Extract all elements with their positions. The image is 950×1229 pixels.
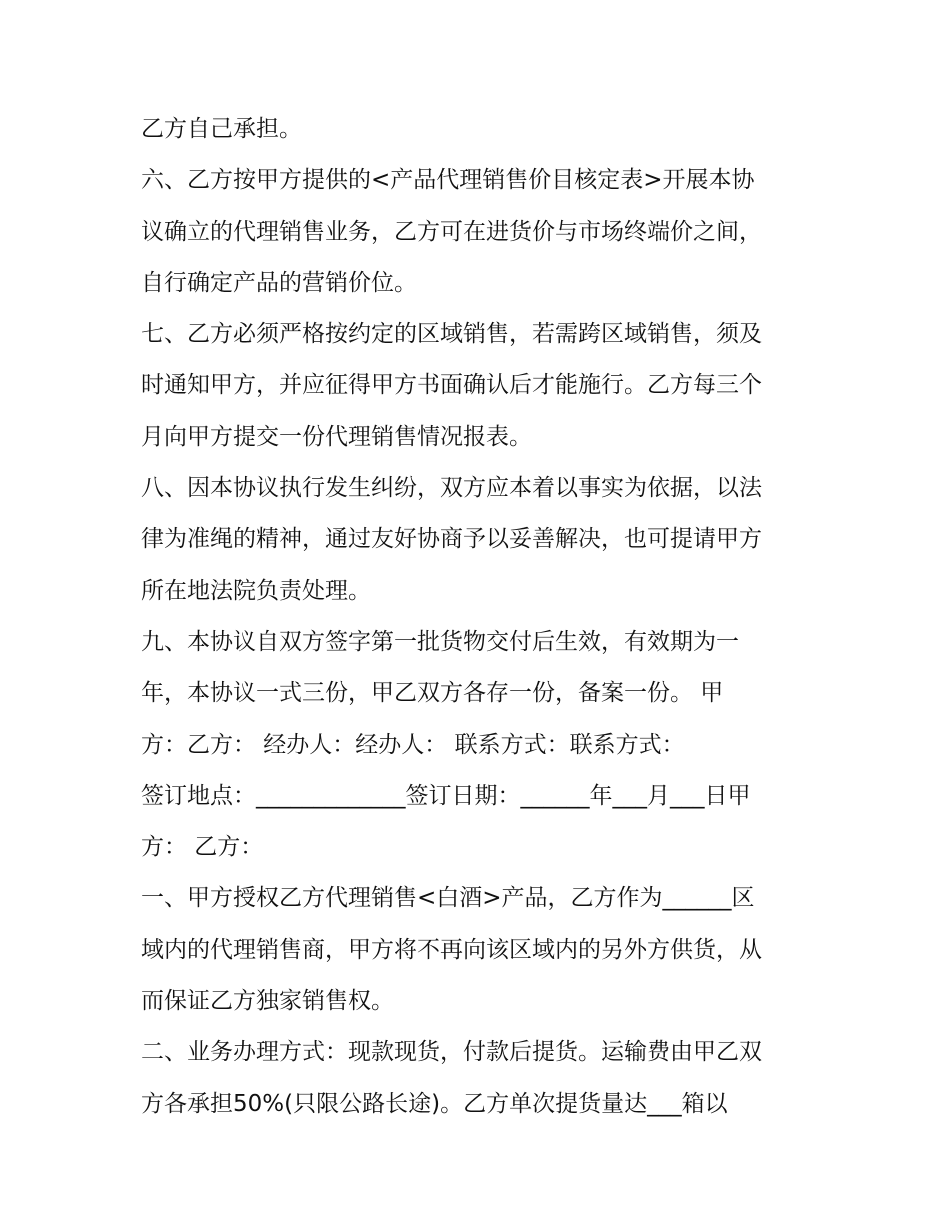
text-line: 自行确定产品的营销价位。 <box>141 269 417 296</box>
text-line: 议确立的代理销售业务，乙方可在进货价与市场终端价之间， <box>141 218 762 245</box>
text-line: 七、乙方必须严格按约定的区域销售，若需跨区域销售，须及 <box>141 321 762 348</box>
text-line: 月向甲方提交一份代理销售情况报表。 <box>141 423 532 450</box>
text-line: 律为准绳的精神，通过友好协商予以妥善解决，也可提请甲方 <box>141 526 762 553</box>
text-line: 二、业务办理方式：现款现货，付款后提货。运输费由甲乙双 <box>141 1039 762 1066</box>
text-line: 乙方自己承担。 <box>141 116 302 142</box>
document-body <box>141 104 821 1130</box>
text-line: 方：乙方： 经办人：经办人： 联系方式：联系方式： <box>141 731 685 758</box>
text-line: 八、因本协议执行发生纠纷，双方应本着以事实为依据，以法 <box>141 475 762 502</box>
text-line: 域内的代理销售商，甲方将不再向该区域内的另外方供货，从 <box>141 936 762 963</box>
text-line: 方各承担50%(只限公路长途)。乙方单次提货量达___箱以 <box>141 1090 728 1117</box>
text-line: 签订地点：_____________签订日期：______年___月___日甲 <box>141 782 751 809</box>
text-line: 一、甲方授权乙方代理销售<白酒>产品，乙方作为______区 <box>141 885 755 912</box>
text-line: 而保证乙方独家销售权。 <box>141 988 394 1015</box>
text-line: 方： 乙方： <box>141 834 264 861</box>
text-line: 时通知甲方，并应征得甲方书面确认后才能施行。乙方每三个 <box>141 372 762 399</box>
text-line: 六、乙方按甲方提供的<产品代理销售价目核定表>开展本协 <box>141 167 755 194</box>
text-line: 九、本协议自双方签字第一批货物交付后生效，有效期为一 <box>141 628 739 655</box>
text-line: 年，本协议一式三份，甲乙双方各存一份，备案一份。 甲 <box>141 680 724 707</box>
text-line: 所在地法院负责处理。 <box>141 577 371 604</box>
